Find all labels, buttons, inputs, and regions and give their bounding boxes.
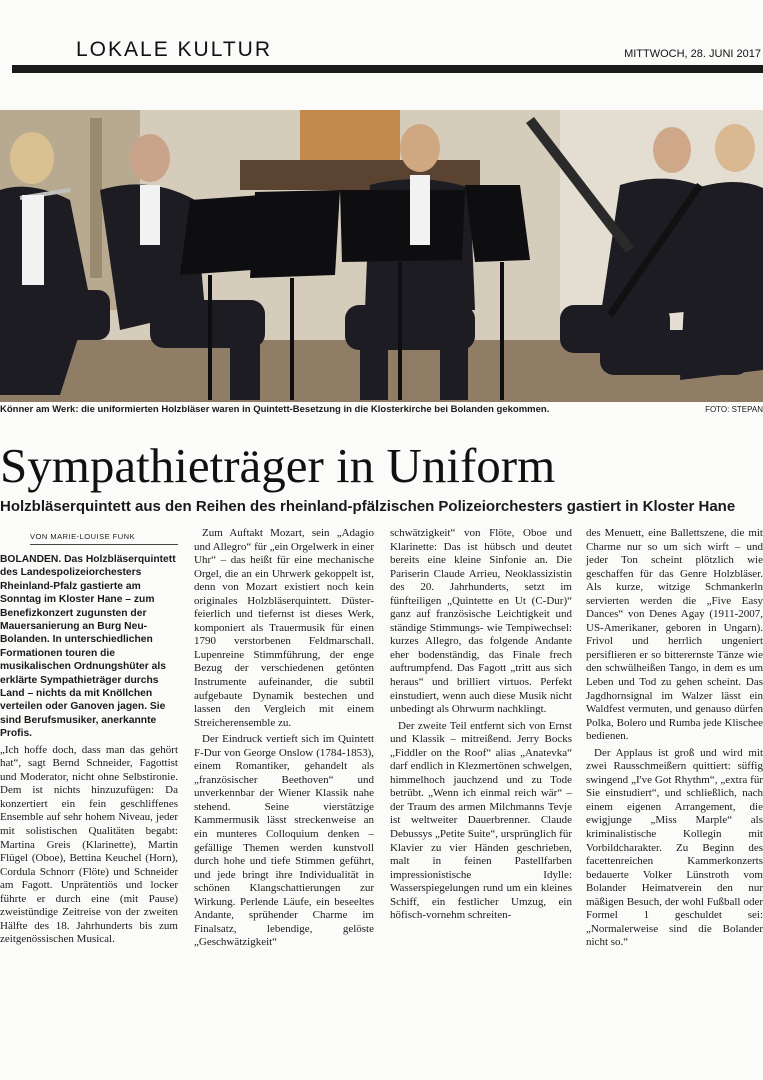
article-paragraph: „Ich hoffe doch, dass man das gehört hat“, sagt Bernd Schneider, Fagottist und Moderator, nicht ohne Selbstironie. Dem ist nichts hinzuzufügen: Da konzertiert ein fein geschliffenes Ensemble auf sehr hohem Niveau, jeder mit solistischen Qualitäten begabt: Martina Greis (Klarinette), Martin Flügel (Oboe), Bettina Keuchel (Horn), Cordula Schnorr (Flöte) und Schneider am Fagott. Unprätentiös und locker führte er durch eine (mit Pause) zweistündige Zeitreise von der zweiten Hälfte des 18. Jahrhunderts bis zum zeitgenössischen Musical. bbox=[0, 743, 178, 946]
article-headline: Sympathieträger in Uniform bbox=[0, 438, 556, 493]
article-paragraph: Der zweite Teil entfernt sich von Ernst und Klassik – mitreißend. Jerry Bocks „Fiddler on the Roof“ alias „Anatevka“ darf endlich in Klezmertönen schwelgen, himmelhoch jauchzend und zu Tode betrübt. „Wenn ich einmal reich wär“ – der Traum des armen Milchmanns Tevje ist weltweiter Dauerbrenner. Claude Debussys „Petite Suite“, ursprünglich für Klavier zu vier Händen geschrieben, malt in feinen Pastellfarben impressionistische Idylle: Wasserspiegelungen rund um ein kleines Schiff, ein festlicher Umzug, ein höfisch-vornehm schreiten- bbox=[390, 719, 572, 922]
article-lead: BOLANDEN. Das Holzbläserquintett des Landespolizeiorchesters Rheinland-Pfalz gastierte am Sonntag im Kloster Hane – zum Benefizkonzert zugunsten der Mauersanierung an Burg Neu-Bolanden. In unterschiedlichen Formationen touren die musikalischen Ordnungshüter als erklärte Sympathieträger durchs Land – nichts da mit Knöllchen verteilen oder Ganoven jagen. Sie sind Berufsmusiker, anerkannte Profis. bbox=[0, 554, 176, 740]
article-paragraph: schwätzigkeit“ von Flöte, Oboe und Klarinette: Das ist hübsch und deutet bereits eine kleine Sinfonie an. Die Pariserin Claude Arrieu, Neoklassizistin des 20. Jahrhunderts, setzt im fünfteiligen „Quintette en Ut (C-Dur)“ ganz auf französische Leichtigkeit und ständige Stimmungs- wie Tempiwechsel: kurzes Allegro, das folgende Andante eher bodenständig, das Finale frech auftrumpfend. Das Fagott „tritt aus sich heraus“ und brilliert virtuos. Perfekt einstudiert, wenn auch diese Musik nicht unbedingt als Ohrwurm nachklingt. bbox=[390, 527, 572, 716]
article-byline: VON MARIE-LOUISE FUNK bbox=[30, 532, 136, 541]
header-rule bbox=[12, 65, 763, 73]
photo-caption: Könner am Werk: die uniformierten Holzbläser waren in Quintett-Besetzung in die Klosterkirche bei Bolanden gekommen. bbox=[0, 404, 550, 415]
article-column-3 bbox=[390, 527, 572, 922]
photo-credit: FOTO: STEPAN bbox=[705, 405, 763, 414]
article-column-4 bbox=[586, 527, 763, 949]
issue-date: MITTWOCH, 28. JUNI 2017 bbox=[624, 48, 761, 60]
article-column-1 bbox=[0, 553, 178, 946]
article-paragraph: des Menuett, eine Ballettszene, die mit Charme nur so um sich wirft – und jeder Ton scheint plötzlich wie geschaffen für das Genre Holzbläser. Als kurze, witzige Schmankerln servierten werden die „Five Easy Dances“ von Denes Agay (1911-2007, US-Amerikaner, geboren in Ungarn). Frivol und herrlich ungeniert persiflieren er so bitterernste Tänze wie den schwülheißen Tango, in dem es um Leben und Tod zu gehen scheint. Das Jagdhornsignal im Walzer lässt ein Waldfest vermuten, und genauso dürfen Polka, Bolero und Rumba jede Klischee bedienen. bbox=[586, 527, 763, 743]
article-paragraph: Der Applaus ist groß und wird mit zwei Rausschmeißern quittiert: süffig swingend „I've Got Rhythm“, „extra für Sie einstudiert“, und schließlich, nach einem eigenen Arrangement, die ewigjunge „Miss Marple“ als kriminalistische Kollegin mit Vorbildcharakter. Zu Beginn des facettenreichen Kammerkonzerts bedauerte Volker Lünstroth vom Bolander Heimatverein den nur mäßigen Besuch, der wohl Fußball oder Formel 1 geschuldet sei: „Normalerweise sind die Bolander nicht so.“ bbox=[586, 746, 763, 949]
section-title: LOKALE KULTUR bbox=[76, 38, 272, 61]
ensemble-photo-illustration bbox=[0, 110, 763, 402]
article-paragraph: Zum Auftakt Mozart, sein „Adagio und Allegro“ für „ein Orgelwerk in einer Uhr“ – das heißt für eine mechanische Orgel, die an ein Uhrwerk gekoppelt ist, denn von Mozart existiert noch kein originales Holzbläserquintett. Düster-feierlich und tiefernst ist dieses Werk, komponiert als Trauermusik für einen 1790 verstorbenen Feldmarschall. Lupenreine Stimmführung, der enge Bezug der verschiedenen getönten Instrumente aufeinander, die subtil aufgebaute Dynamik bestechen und lassen den Vergleich mit einem Streicherensemble zu. bbox=[194, 527, 374, 729]
article-subhead: Holzbläserquintett aus den Reihen des rheinland-pfälzischen Polizeiorchesters gastiert in Kloster Hane bbox=[0, 498, 736, 515]
byline-rule bbox=[30, 544, 178, 545]
article-column-2 bbox=[194, 527, 374, 949]
article-photo bbox=[0, 110, 763, 402]
article-paragraph: Der Eindruck vertieft sich im Quintett F-Dur von George Onslow (1784-1853), einem Romantiker, gehandelt als „französischer Beethoven“ und unverkennbar der Wiener Klassik nahe stehend. Seine vierstätzige Kammermusik lässt streckenweise an ein munteres Colloquium denken – gefällige Themen werden kunstvoll durch hohe und tiefe Stimmen geführt, und jede bringt ihre Individualität in schönen Klangschattierungen zur Wirkung. Perlende Läufe, ein beseeltes Andante, sprühender Charme im Finalsatz, lebendige, gelöste „Geschwätzigkeit“ bbox=[194, 733, 374, 949]
